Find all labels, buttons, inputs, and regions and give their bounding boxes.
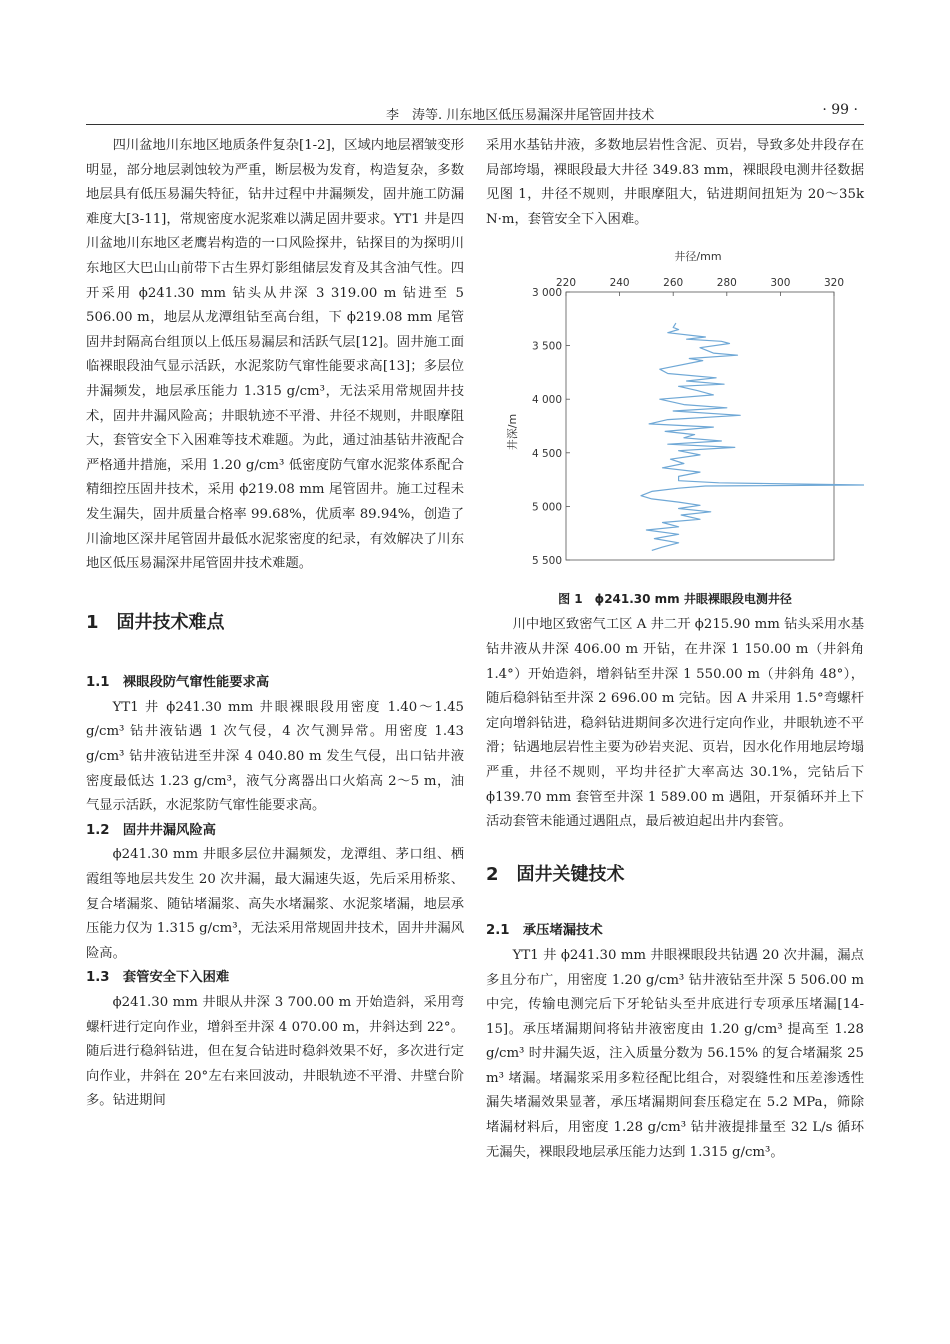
figure-1: [486, 242, 864, 587]
continued-paragraph: 采用水基钻井液，多数地层岩性含泥、页岩，导致多处井段存在局部垮塌，裸眼段最大井径 349.83 mm，裸眼段电测井径数据见图 1，井径不规则，井眼摩阻大，钻进期间扭矩为 20～35k N·m，套管安全下入困难。: [486, 138, 864, 227]
y-tick-label: 4 500: [531, 448, 562, 461]
section-1-heading: 1 固井技术难点: [86, 611, 225, 633]
y-tick-label: 4 000: [531, 394, 562, 407]
page-number: · 99 ·: [822, 102, 858, 118]
caliper-log-chart: [486, 242, 864, 587]
subsection-2-1-text: YT1 井 ϕ241.30 mm 井眼裸眼段共钻遇 20 次井漏，漏点多且分布广，用密度 1.20 g/cm³ 钻井液钻至井深 5 506.00 m 中完，传输电测完后下牙轮钻头至井底进行专项承压堵漏[14-15]。承压堵漏期间将钻井液密度由 1.20 g/cm³ 提高至 1.28 g/cm³ 时井漏失返，注入质量分数为 56.15% 的复合堵漏浆 25 m³ 堵漏。堵漏浆采用多粒径配比组合，对裂缝性和压差渗透性漏失堵漏效果显著，承压堵漏期间套压稳定在 5.2 MPa，筛除堵漏材料后，用密度 1.28 g/cm³ 钻井液提排量至 32 L/s 循环无漏失，裸眼段地层承压能力达到 1.315 g/cm³。: [486, 947, 864, 1160]
x-tick-label: 320: [823, 277, 845, 290]
x-tick-label: 260: [663, 277, 684, 290]
x-tick-label: 280: [716, 277, 737, 290]
subsection-1-3-text: ϕ241.30 mm 井眼从井深 3 700.00 m 开始造斜，采用弯螺杆进行定向作业，增斜至井深 4 070.00 m，井斜达到 22°。随后进行稳斜钻进，但在复合钻进时稳斜效果不好，多次进行定向作业，井斜在 20°左右来回波动，井眼轨迹不平滑、井壁台阶多。钻进期间: [86, 995, 464, 1109]
well-a-paragraph: 川中地区致密气工区 A 井二开 ϕ215.90 mm 钻头采用水基钻井液从井深 406.00 m 开钻，在井深 1 150.00 m（井斜角 1.4°）开始造斜，增斜钻至井深 1 550.00 m（井斜角 48°），随后稳斜钻至井深 2 696.00 m 完钻。因 A 井采用 1.5°弯螺杆定向增斜钻进，稳斜钻进期间多次进行定向作业，井眼轨迹不平滑；钻遇地层岩性主要为砂岩夹泥、页岩，因水化作用地层垮塌严重，井径不规则，平均井径扩大率高达 30.1%，完钻后下 ϕ139.70 mm 套管至井深 1 589.00 m 遇阻，开泵循环并上下活动套管未能通过遇阻点，最后被迫起出井内套管。: [486, 617, 864, 830]
figure-1-caption: 图 1 ϕ241.30 mm 井眼裸眼段电测井径: [558, 592, 792, 607]
left-column: [86, 134, 464, 1114]
subsection-1-2-heading: 1.2 固井井漏风险高: [86, 822, 216, 838]
right-column: [486, 134, 864, 1165]
running-title: 李 涛等. 川东地区低压易漏深井尾管固井技术: [386, 108, 655, 123]
y-tick-label: 5 500: [531, 555, 562, 568]
x-axis-label: 井径/mm: [674, 250, 722, 264]
subsection-1-1-text: YT1 井 ϕ241.30 mm 井眼裸眼段用密度 1.40～1.45 g/cm³ 钻井液钻遇 1 次气侵，4 次气测异常。用密度 1.43 g/cm³ 钻井液钻进至井深 4 040.80 m 发生气侵，出口钻井液密度最低达 1.23 g/cm³，液气分离器出口火焰高 2～5 m，油气显示活跃，水泥浆防气窜性能要求高。: [86, 699, 464, 814]
y-tick-label: 3 500: [531, 340, 562, 353]
subsection-1-1-heading: 1.1 裸眼段防气窜性能要求高: [86, 675, 270, 691]
y-axis-label: 井深/m: [506, 414, 519, 451]
subsection-2-1-heading: 2.1 承压堵漏技术: [486, 923, 603, 939]
subsection-1-2-text: ϕ241.30 mm 井眼多层位井漏频发，龙潭组、茅口组、栖霞组等地层共发生 20 次井漏，最大漏速失返，先后采用桥浆、复合堵漏浆、随钻堵漏浆、高失水堵漏浆、水泥浆堵漏，地层承压能力仅为 1.315 g/cm³，无法采用常规固井技术，固井井漏风险高。: [86, 847, 464, 961]
x-tick-label: 240: [609, 277, 630, 290]
x-tick-label: 300: [770, 277, 791, 290]
y-tick-label: 5 000: [531, 501, 562, 514]
running-header: [86, 100, 864, 125]
intro-paragraph: 四川盆地川东地区地质条件复杂[1-2]，区域内地层褶皱变形明显，部分地层剥蚀较为严重，断层极为发育，构造复杂，多数地层具有低压易漏失特征，钻井过程中井漏频发，固井施工防漏难度大[3-11]，常规密度水泥浆难以满足固井要求。YT1 井是四川盆地川东地区老鹰岩构造的一口风险探井，钻探目的为探明川东地区大巴山山前带下古生界灯影组储层发育及其含油气性。四开采用 ϕ241.30 mm 钻头从井深 3 319.00 m 钻进至 5 506.00 m，地层从龙潭组钻至高台组，下 ϕ219.08 mm 尾管固井封隔高台组顶以上低压易漏层和活跃气层[12]。固井施工面临裸眼段油气显示活跃，水泥浆防气窜性能要求高[13]；多层位井漏频发，地层承压能力 1.315 g/cm³，无法采用常规固井技术，固井井漏风险高；井眼轨迹不平滑、井径不规则，井眼摩阻大，套管安全下入困难等技术难题。为此，通过油基钻井液配合严格通井措施，采用 1.20 g/cm³ 低密度防气窜水泥浆体系配合精细控压固井技术，采用 ϕ219.08 mm 尾管固井。施工过程未发生漏失，固井质量合格率 99.68%，优质率 89.94%，创造了川渝地区深井尾管固井最低水泥浆密度的纪录，有效解决了川东地区低压易漏深井尾管固井技术难题。: [86, 138, 464, 572]
x-tick-label: 220: [555, 277, 577, 290]
subsection-1-3-heading: 1.3 套管安全下入困难: [86, 970, 230, 986]
section-2-heading: 2 固井关键技术: [486, 863, 625, 885]
caliper-series-line: [641, 323, 864, 550]
y-tick-label: 3 000: [531, 287, 562, 300]
